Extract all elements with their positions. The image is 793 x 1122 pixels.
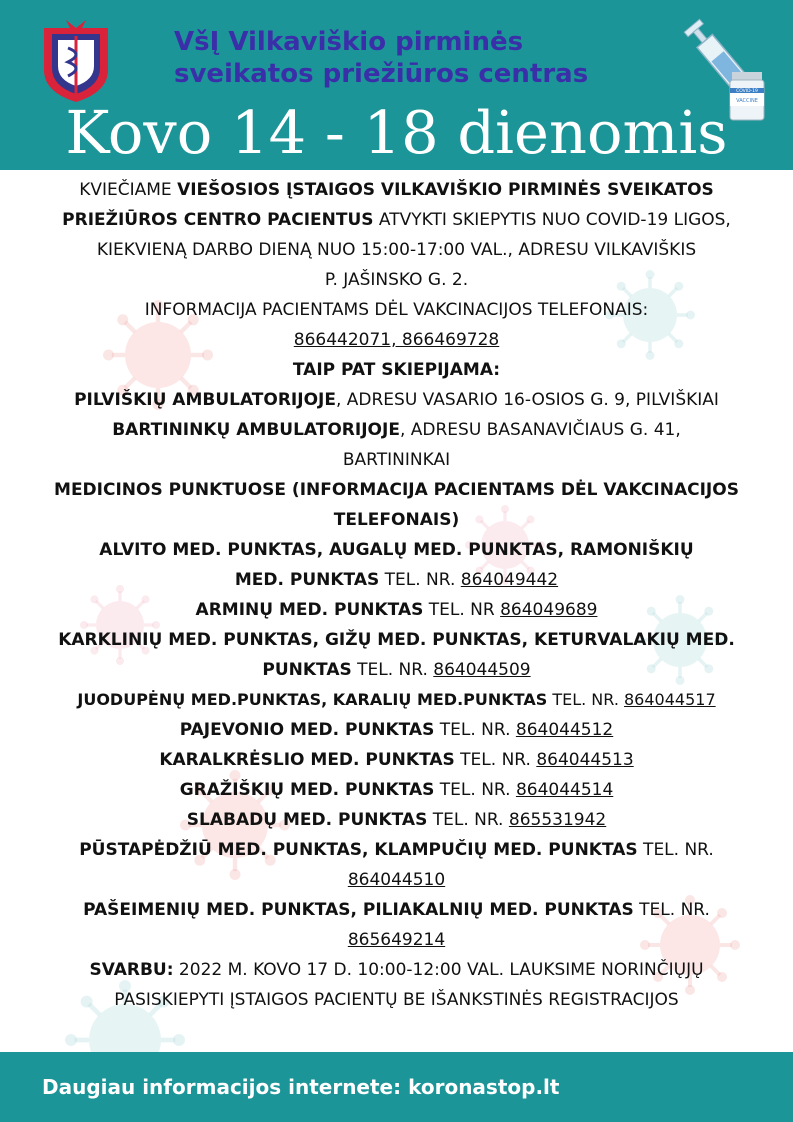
point-3-phone[interactable]: 864044509 (433, 660, 531, 680)
org-name-line-2: sveikatos priežiūros centras (174, 59, 589, 89)
important-line-2: PASISKIEPYTI ĮSTAIGOS PACIENTŲ BE IŠANKSTINĖS REGISTRACIJOS (114, 990, 679, 1010)
point-7-line (0, 775, 793, 805)
point-4-phone[interactable]: 864044517 (624, 690, 716, 709)
point-4-line (0, 685, 793, 715)
tel-label: TEL. NR. (434, 780, 516, 800)
point-10-line-1 (0, 895, 793, 925)
important-text-1: 2022 M. KOVO 17 D. 10:00-12:00 VAL. LAUKSIME NORINČIŲJŲ (173, 960, 704, 980)
vaccine-label-brand: COVID-19 (736, 89, 758, 94)
tel-label: TEL. NR. (427, 810, 509, 830)
point-6-phone[interactable]: 864044513 (536, 750, 634, 770)
point-7-phone[interactable]: 864044514 (515, 780, 614, 800)
point-9-phone[interactable]: 864044510 (347, 870, 446, 890)
point-6-name: KARALKRĖSLIO MED. PUNKTAS (159, 750, 455, 770)
footer-band (0, 1052, 793, 1122)
intro-line-3: KIEKVIENĄ DARBO DIENĄ NUO 15:00-17:00 VAL., ADRESU VILKAVIŠKIS (96, 240, 697, 260)
point-1-phone[interactable]: 864049442 (460, 570, 559, 590)
bartininkai-line (0, 415, 793, 445)
intro-line-2 (0, 205, 793, 235)
point-4-names: JUODUPĖNŲ MED.PUNKTAS, KARALIŲ MED.PUNKTAS (77, 690, 548, 709)
pilviskiai-name: PILVIŠKIŲ AMBULATORIJOJE (74, 390, 336, 410)
point-1-names-2: MED. PUNKTAS (234, 570, 380, 590)
point-5-line (0, 715, 793, 745)
point-2-name: ARMINŲ MED. PUNKTAS (195, 600, 424, 620)
intro-text-b: ATVYKTI SKIEPYTIS NUO COVID-19 LIGOS, (373, 210, 731, 230)
point-6-line (0, 745, 793, 775)
point-3-line-2 (0, 655, 793, 685)
also-heading-line (0, 355, 793, 385)
tel-label: TEL. NR (423, 600, 501, 620)
tel-label: TEL. NR. (547, 690, 624, 709)
tel-label: TEL. NR. (351, 660, 434, 680)
footer-text: Daugiau informacijos internete: koronastop.lt (42, 1075, 560, 1099)
intro-line-4: P. JAŠINSKO G. 2. (324, 270, 469, 290)
point-3-line-1 (0, 625, 793, 655)
point-9-line-1 (0, 835, 793, 865)
point-2-phone[interactable]: 864049689 (500, 600, 598, 620)
tel-label: TEL. NR. (637, 840, 714, 860)
med-heading-line-2 (0, 505, 793, 535)
point-3-names-1: KARKLINIŲ MED. PUNKTAS, GIŽŲ MED. PUNKTAS, KETURVALAKIŲ MED. (58, 630, 735, 650)
point-5-phone[interactable]: 864044512 (515, 720, 614, 740)
tel-label: TEL. NR. (379, 570, 461, 590)
pilviskiai-line (0, 385, 793, 415)
important-line-1 (0, 955, 793, 985)
important-label: SVARBU: (89, 960, 174, 980)
point-7-name: GRAŽIŠKIŲ MED. PUNKTAS (179, 780, 435, 800)
point-8-line (0, 805, 793, 835)
point-1-line-1 (0, 535, 793, 565)
intro-line-1 (0, 175, 793, 205)
point-9-names: PŪSTAPĖDŽIŪ MED. PUNKTAS, KLAMPUČIŲ MED. PUNKTAS (79, 840, 638, 860)
bartininkai-name: BARTININKŲ AMBULATORIJOJE (112, 420, 400, 440)
point-1-names-1: ALVITO MED. PUNKTAS, AUGALŲ MED. PUNKTAS, RAMONIŠKIŲ (99, 540, 694, 560)
info-label: INFORMACIJA PACIENTAMS DĖL VAKCINACIJOS TELEFONAIS: (144, 300, 649, 320)
info-phones-line (0, 325, 793, 355)
also-heading: TAIP PAT SKIEPIJAMA: (292, 360, 501, 380)
med-heading-2: TELEFONAIS) (333, 510, 460, 530)
bartininkai-line-2: BARTININKAI (342, 450, 451, 470)
med-heading-line-1 (0, 475, 793, 505)
date-title: Kovo 14 - 18 dienomis (65, 98, 728, 167)
org-name-line-1: VšĮ Vilkaviškio pirminės (174, 27, 524, 57)
point-2-line (0, 595, 793, 625)
point-10-names: PAŠEIMENIŲ MED. PUNKTAS, PILIAKALNIŲ MED. PUNKTAS (83, 900, 634, 920)
tel-label: TEL. NR. (454, 750, 537, 770)
point-8-phone[interactable]: 865531942 (508, 810, 607, 830)
point-10-phone[interactable]: 865649214 (347, 930, 446, 950)
pilviskiai-address: , ADRESU VASARIO 16-OSIOS G. 9, PILVIŠKIAI (335, 390, 719, 410)
announcement-body (0, 175, 793, 1015)
info-phones[interactable]: 866442071, 866469728 (293, 330, 500, 350)
intro-bold-a: VIEŠOSIOS ĮSTAIGOS VILKAVIŠKIO PIRMINĖS SVEIKATOS (177, 180, 714, 200)
vaccine-label-text: VACCINE (736, 98, 758, 104)
point-10-line-2 (0, 925, 793, 955)
bartininkai-address: , ADRESU BASANAVIČIAUS G. 41, (399, 420, 681, 440)
organization-name (174, 26, 588, 90)
intro-bold-b: PRIEŽIŪROS CENTRO PACIENTUS (62, 210, 374, 230)
tel-label: TEL. NR. (633, 900, 710, 920)
point-1-line-2 (0, 565, 793, 595)
point-8-name: SLABADŲ MED. PUNKTAS (186, 810, 428, 830)
med-heading-1: MEDICINOS PUNKTUOSE (INFORMACIJA PACIENTAMS DĖL VAKCINACIJOS (54, 480, 739, 500)
point-9-line-2 (0, 865, 793, 895)
header-band (0, 0, 793, 170)
intro-text-a: KVIEČIAME (79, 180, 178, 200)
tel-label: TEL. NR. (434, 720, 516, 740)
logo-icon (38, 14, 114, 104)
point-5-name: PAJEVONIO MED. PUNKTAS (179, 720, 435, 740)
point-3-names-2: PUNKTAS (262, 660, 352, 680)
